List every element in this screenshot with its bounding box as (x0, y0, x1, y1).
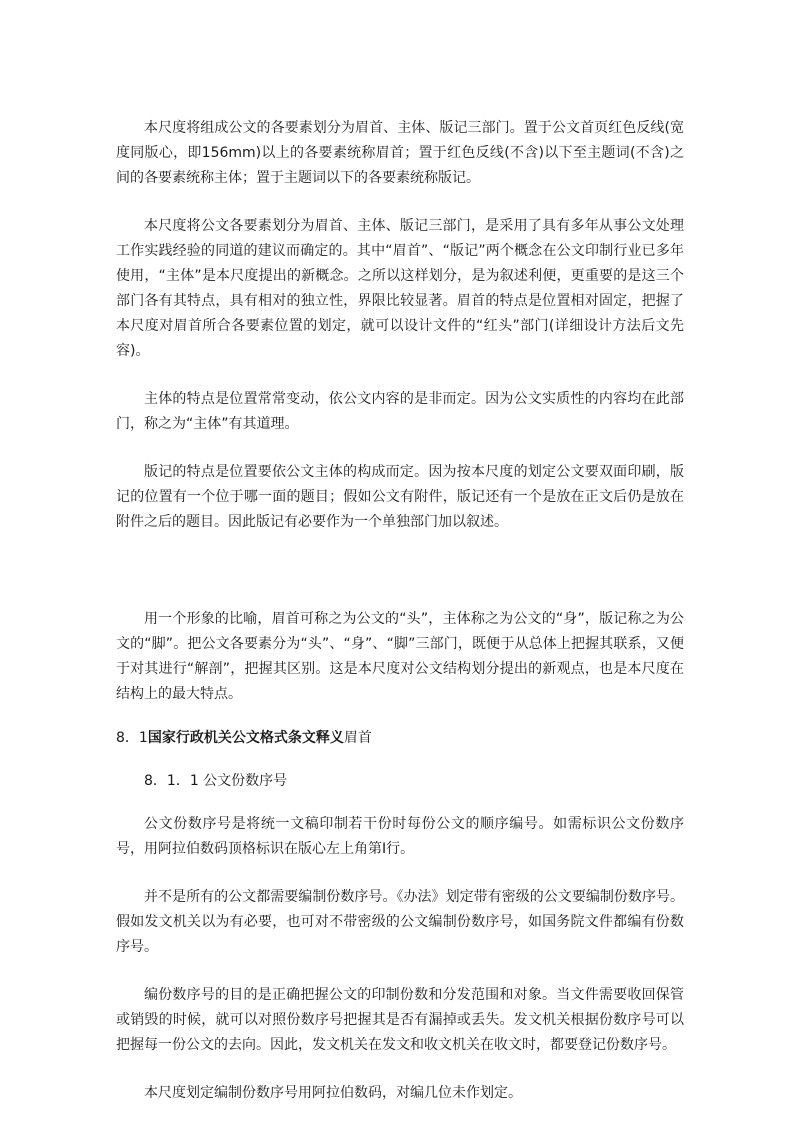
section-heading-title: 国家行政机关公文格式条文释义 (147, 730, 344, 746)
paragraph-serial-purpose: 编份数序号的目的是正确把握公文的印制份数和分发范围和对象。当文件需要收回保管或销毁的时候，就可以对照份数序号把握其是否有漏掉或丢失。发文机关根据份数序号可以把握每一份公文的去向。因此，发文机关在发文和收文机关在收文时，都要登记份数序号。 (116, 987, 684, 1053)
section-heading-number: 8．1 (116, 730, 148, 746)
paragraph-serial-requirement: 并不是所有的公文都需要编制份数序号。《办法》划定带有密级的公文要编制份数序号。假如发文机关以为有必要，也可对不带密级的公文编制份数序号，如国务院文件都编有份数序号。 (116, 889, 684, 955)
section-heading (116, 726, 684, 751)
paragraph-division-rationale: 本尺度将公文各要素划分为眉首、主体、版记三部门，是采用了具有多年从事公文处理工作实践经验的同道的建议而确定的。其中“眉首”、“版记”两个概念在公文印制行业已多年使用，“主体”是本尺度提出的新概念。之所以这样划分，是为叙述利便，更重要的是这三个部门各有其特点，具有相对的独立性，界限比较显著。眉首的特点是位置相对固定，把握了本尺度对眉首所合各要素位置的划定，就可以设计文件的“红头”部门(详细设计方法后文先容)。 (116, 218, 684, 359)
paragraph-serial-definition: 公文份数序号是将统一文稿印制若干份时每份公文的顺序编号。如需标识公文份数序号，用阿拉伯数码顶格标识在版心左上角第Ⅰ行。 (116, 816, 684, 857)
section-heading-tail: 眉首 (343, 730, 372, 746)
paragraph-metaphor: 用一个形象的比喻，眉首可称之为公文的“头”，主体称之为公文的“身”，版记称之为公文的“脚”。把公文各要素分为“头”、“身”、“脚”三部门，既便于从总体上把握其联系，又便于对其进行“解剖”，把握其区别。这是本尺度对公文结构划分提出的新观点，也是本尺度在结构上的最大特点。 (116, 611, 684, 702)
paragraph-structure-definition: 本尺度将组成公文的各要素划分为眉首、主体、版记三部门。置于公文首页红色反线(宽度同版心，即156mm)以上的各要素统称眉首；置于红色反线(不含)以下至主题词(不含)之间的各要素统称主体；置于主题词以下的各要素统称版记。 (116, 120, 684, 186)
paragraph-serial-format: 本尺度划定编制份数序号用阿拉伯数码，对编几位未作划定。 (144, 1085, 522, 1101)
subsection-heading: 8．1．1 公文份数序号 (144, 773, 288, 789)
paragraph-footer-feature: 版记的特点是位置要依公文主体的构成而定。因为按本尺度的划定公文要双面印刷，版记的位置有一个位于哪一面的题目；假如公文有附件，版记还有一个是放在正文后仍是放在附件之后的题目。因此版记有必要作为一个单独部门加以叙述。 (116, 464, 684, 530)
document-body (116, 116, 684, 1106)
paragraph-body-feature: 主体的特点是位置常常变动，依公文内容的是非而定。因为公文实质性的内容均在此部门，称之为“主体”有其道理。 (116, 391, 684, 432)
